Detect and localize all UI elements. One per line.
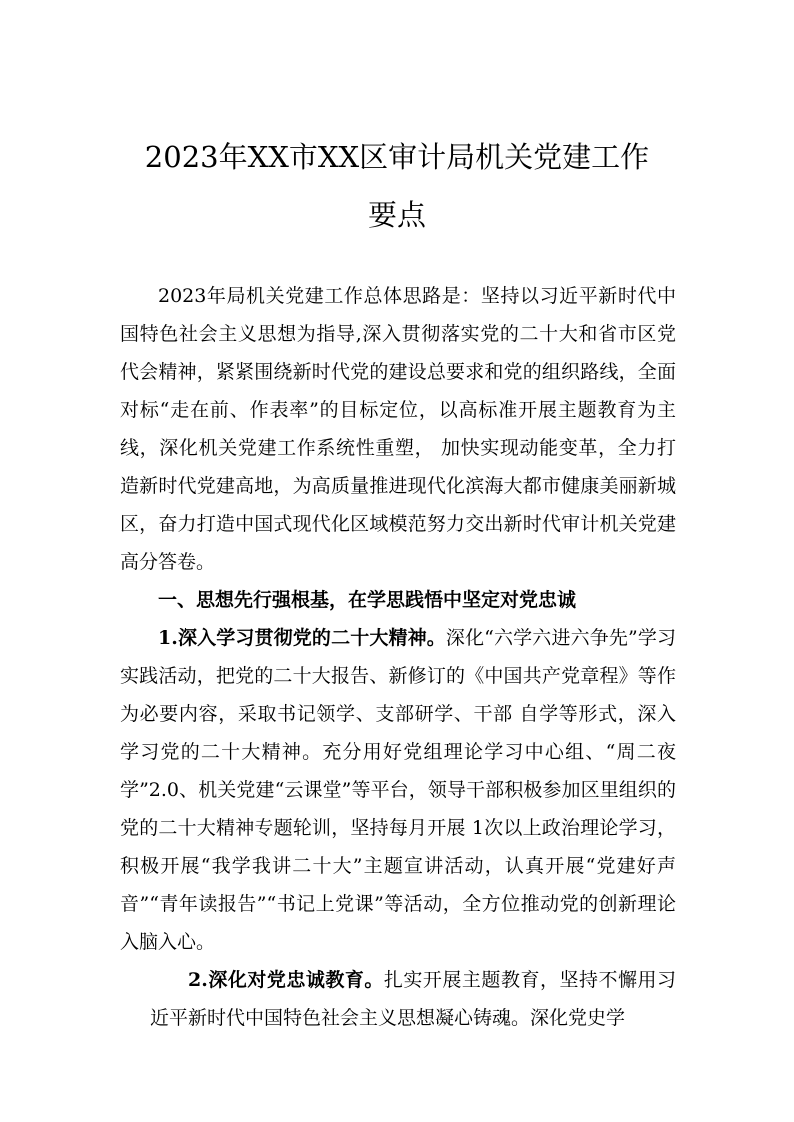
document-title-line-2: 要点 bbox=[367, 198, 426, 232]
item-1-content bbox=[120, 619, 676, 961]
item-2-paragraph bbox=[150, 961, 676, 1037]
item-2-content bbox=[150, 961, 676, 1037]
intro-text: 2023年局机关党建工作总体思路是：坚持以习近平新时代中国特色社会主义思想为指导,深入贯彻落实党的二十大和省市区党代会精神，紧紧围绕新时代党的建设总要求和党的组织路线，全面对标“走在前、作表率”的目标定位，以高标准开展主题教育为主线，深化机关党建工作系统性重塑， 加快实现动能变革，全力打造新时代党建高地，为高质量推进现代化滨海大都市健康美丽新城区，奋力打造中国式现代化区域模范努力交出新时代审计机关党建高分答卷。 bbox=[120, 285, 676, 573]
intro-paragraph bbox=[120, 277, 676, 581]
document-title-line-1: 2023年XX市XX区审计局机关党建工作 bbox=[144, 140, 650, 174]
item-2-lead: 2.深化对党忠诚教育。 bbox=[188, 969, 384, 991]
item-1-lead: 1.深入学习贯彻党的二十大精神。 bbox=[158, 627, 446, 649]
item-2-text: 扎实开展主题教育，坚持不懈用习近平新时代中国特色社会主义思想凝心铸魂。深化党史学 bbox=[150, 969, 676, 1029]
item-1-paragraph bbox=[120, 619, 676, 961]
section-1-heading: 一、思想先行强根基，在学思践悟中坚定对党忠诚 bbox=[158, 589, 577, 611]
item-1-text: 深化“六学六进六争先”学习实践活动，把党的二十大报告、新修订的《中国共产党章程》等作为必要内容，采取书记领学、支部研学、干部 自学等形式，深入学习党的二十大精神。充分用好党组理论学习中心组、“周二夜学”2.0、机关党建“云课堂”等平台，领导干部积极参加区里组织的党的二十大精神专题轮训，坚持每月开展 1次以上政治理论学习，积极开展“我学我讲二十大”主题宣讲活动，认真开展“党建好声音”“青年读报告”“书记上党课”等活动，全方位推动党的创新理论入脑入心。 bbox=[120, 627, 676, 953]
